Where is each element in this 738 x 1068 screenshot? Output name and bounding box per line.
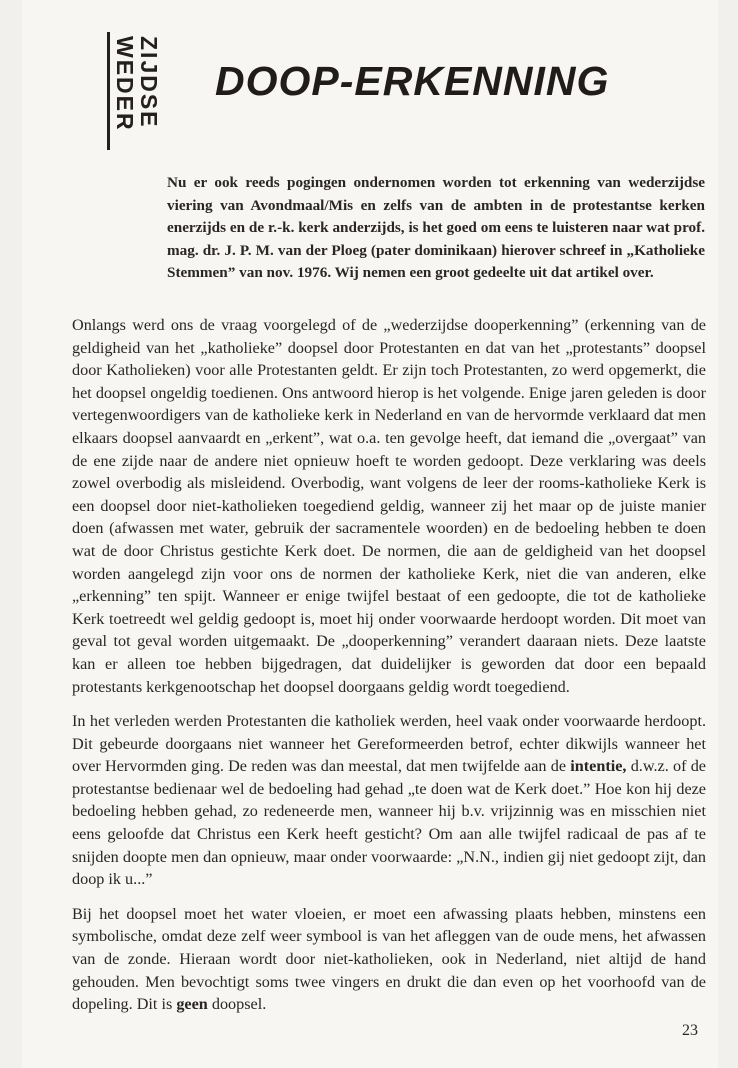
body-paragraph-1: Onlangs werd ons de vraag voorgelegd of de „wederzijdse dooperkenning” (erkenning van de geldigheid van het „katholieke” doopsel door Protestanten en dat van het „protestants” doopsel door Katholieken) voor alle Protestanten geldt. Er zijn toch Protestanten, zo werd opgemerkt, die het doopsel ongeldig toedienen. Ons antwoord hierop is het volgende. Enige jaren geleden is door vertegenwoordigers van de katholieke kerk in Nederland en van de hervormde verklaard dat men elkaars doopsel aanvaardt en „erkent”, wat o.a. ten gevolge heeft, dat iemand die „overgaat” van de ene zijde naar de andere niet opnieuw hoeft te worden gedoopt. Deze verklaring was deels zowel overbodig als misleidend. Overbodig, want volgens de leer der rooms-katholieke Kerk is een doopsel door niet-katholieken toegediend geldig, wanneer zij het maar op de juiste manier doen (afwassen met water, gebruik der sacramentele woorden) en de bedoeling hebben te doen wat de door Christus gestichte Kerk doet. De normen, die aan de geldigheid van het doopsel worden aangelegd zijn voor ons de normen der katholieke Kerk, niet die van anderen, elke „erkenning” ten spijt. Wanneer er enige twijfel bestaat of een gedoopte, die tot de katholieke Kerk toetreedt wel geldig gedoopt is, moet hij onder voorwaarde herdoopt worden. Dit moet van geval tot geval worden uitgemaakt. De „dooperkenning” verandert daaraan niets. Deze laatste kan er alleen toe hebben bijgedragen, dat duidelijker is geworden dat door een bepaald protestants kerkgenootschap het doopsel doorgaans geldig wordt toegediend.: [72, 316, 706, 696]
side-label-line2: ZIJDSE: [136, 36, 162, 129]
side-label-line1: WEDER: [112, 36, 138, 132]
paragraph-3-part-1: Bij het doopsel moet het water vloeien, er moet een afwassing plaats hebben, minstens een symbolische, omdat deze zelf weer symbool is van het afleggen van de oude mens, het afwassen van de zonde. Hieraan wordt door niet-katholieken, ook in Nederland, niet altijd de hand gehouden. Men bevochtigt soms twee vingers en drukt die dan even op het voorhoofd van de dopeling. Dit is: [72, 904, 706, 1014]
body-paragraph-3: [72, 903, 706, 1016]
page: [22, 0, 718, 1068]
paragraph-2-part-2: d.w.z. of de protestantse bedienaar wel de bedoeling had gehad „te doen wat de Kerk doet.” Hoe kon hij deze bedoeling hebben gehad, zo redeneerde men, wanneer hij b.v. vrijzinnig was en misschien niet eens geloofde dat Christus een Kerk heeft gesticht? Om aan alle twijfel radicaal de pas af te snijden doopte men dan opnieuw, maar onder voorwaarde: „N.N., indien gij niet gedoopt zijt, dan doop ik u...”: [72, 757, 706, 889]
side-label: [105, 30, 165, 150]
side-label-rule: [107, 32, 110, 150]
article-title: DOOP-ERKENNING: [215, 58, 610, 104]
article-body: [72, 314, 706, 1028]
paragraph-3-part-2: doopsel.: [207, 995, 267, 1014]
emphasis-geen: geen: [176, 995, 208, 1014]
paragraph-2-part-1: In het verleden werden Protestanten die katholiek werden, heel vaak onder voorwaarde herdoopt. Dit gebeurde doorgaans niet wanneer het Gereformeerden betrof, echter dikwijls wanneer het over Hervormden ging. De reden was dan meestal, dat men twijfelde aan de: [72, 712, 706, 776]
body-paragraph-2: [72, 710, 706, 891]
page-number: 23: [682, 1022, 698, 1039]
emphasis-intentie: intentie,: [570, 757, 627, 776]
intro-paragraph: Nu er ook reeds pogingen ondernomen worden tot erkenning van wederzijdse viering van Avondmaal/Mis en zelfs van de ambten in de protestantse kerken enerzijds en de r.-k. kerk anderzijds, is het goed om eens te luisteren naar wat prof. mag. dr. J. P. M. van der Ploeg (pater dominikaan) hierover schreef in „Katholieke Stemmen” van nov. 1976. Wij nemen een groot gedeelte uit dat artikel over.: [167, 174, 705, 281]
